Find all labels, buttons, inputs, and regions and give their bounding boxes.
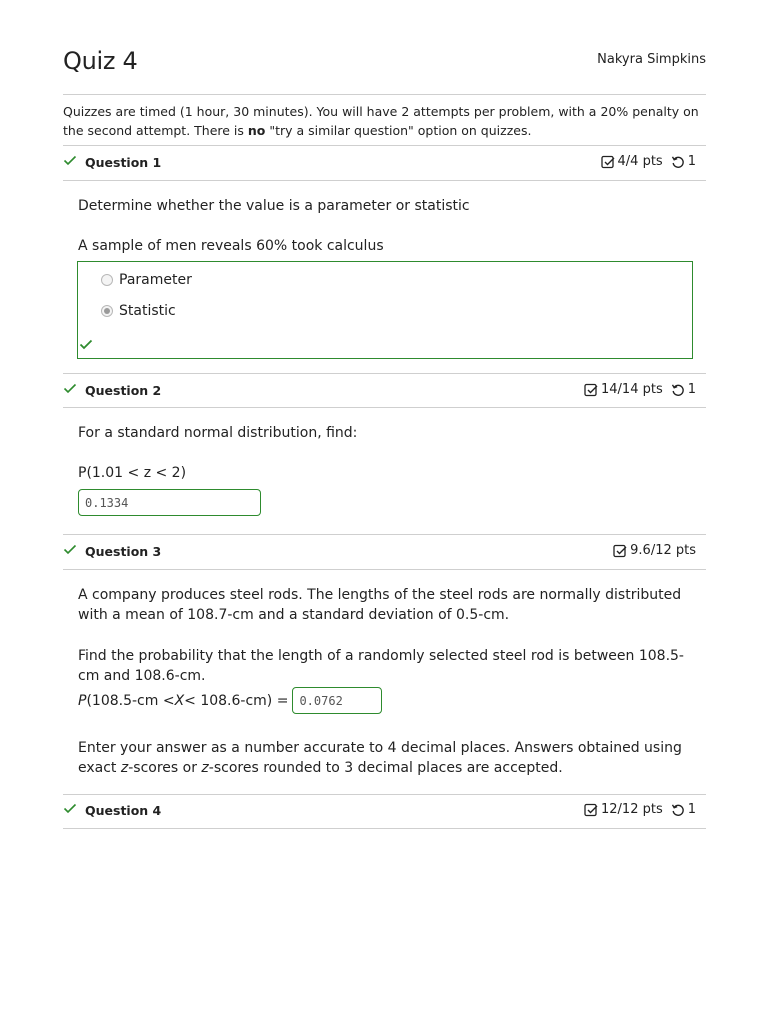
question-3-header[interactable] [63,535,706,569]
question-title: Question 3 [85,544,162,559]
note-text: -scores or [128,760,202,776]
checkbox-icon [601,155,615,169]
note-text: Enter your answer as a number accurate to 4 decimal places. Answers obtained using exact [78,740,682,776]
retry-value: 1 [687,154,696,169]
question-1-header[interactable] [63,146,706,180]
option-parameter[interactable] [101,272,192,288]
instructions-text-end: "try a similar question" option on quizzes. [265,123,532,138]
question-paragraph: Find the probability that the length of a randomly selected steel rod is between 108.5-cm and 108.6-cm. [78,648,684,684]
retry-count [671,382,696,397]
note-text: -scores rounded to 3 decimal places are accepted. [208,760,563,776]
radio-button-selected[interactable] [101,305,113,317]
question-title: Question 2 [85,383,162,398]
question-2-header[interactable] [63,374,706,408]
quiz-instructions [63,102,708,140]
expression-text: (108.5-cm < [86,692,175,709]
expression-x: X [174,692,185,709]
answer-input[interactable] [292,687,382,714]
question-score [601,154,696,169]
divider [63,569,706,570]
option-label: Parameter [119,272,192,288]
radio-button[interactable] [101,274,113,286]
question-paragraph: A company produces steel rods. The lengths of the steel rods are normally distributed with a mean of 108.7-cm and a standard deviation of 0.5-cm. [78,587,682,623]
option-statistic[interactable] [101,303,176,319]
retry-count [671,802,696,817]
points-text: 12/12 pts [601,802,663,817]
retry-value: 1 [687,382,696,397]
answer-input[interactable] [78,489,261,516]
check-icon [63,153,77,167]
question-score [584,802,696,817]
divider [63,180,706,181]
instructions-bold: no [247,123,266,138]
note-z: z [120,760,129,776]
retry-icon [671,803,685,817]
retry-icon [671,383,685,397]
retry-icon [671,155,685,169]
page-title: Quiz 4 [63,47,138,75]
option-label: Statistic [119,303,176,319]
question-prompt: Determine whether the value is a parameter or statistic [78,198,470,214]
note-z: z [201,760,209,776]
question-prompt: For a standard normal distribution, find: [78,425,358,441]
divider [63,407,706,408]
instructions-text: Quizzes are timed (1 hour, 30 minutes). You will have 2 attempts per problem, with a 20% penalty on the second attempt. There is [63,104,699,138]
question-expression [78,687,382,714]
points-text: 9.6/12 pts [630,543,696,558]
check-icon [63,381,77,395]
points-text: 14/14 pts [601,382,663,397]
checkbox-icon [613,544,627,558]
expression-p: P [78,692,87,709]
points-text: 4/4 pts [617,154,663,169]
answer-options [77,261,693,359]
answer-instructions [78,738,698,778]
question-4-header[interactable] [63,794,706,828]
question-statement: A sample of men reveals 60% took calculus [78,238,384,254]
check-icon [79,337,93,351]
question-score [613,543,696,558]
expression-text-end: < 108.6-cm) = [184,692,289,709]
checkbox-icon [584,803,598,817]
question-score [584,382,696,397]
check-icon [63,542,77,556]
divider [63,828,706,829]
check-icon [63,801,77,815]
retry-count [671,154,696,169]
divider [63,94,706,95]
question-expression: P(1.01 < z < 2) [78,465,187,481]
question-title: Question 1 [85,155,162,170]
question-title: Question 4 [85,803,162,818]
student-name: Nakyra Simpkins [597,52,706,67]
retry-value: 1 [687,802,696,817]
checkbox-icon [584,383,598,397]
